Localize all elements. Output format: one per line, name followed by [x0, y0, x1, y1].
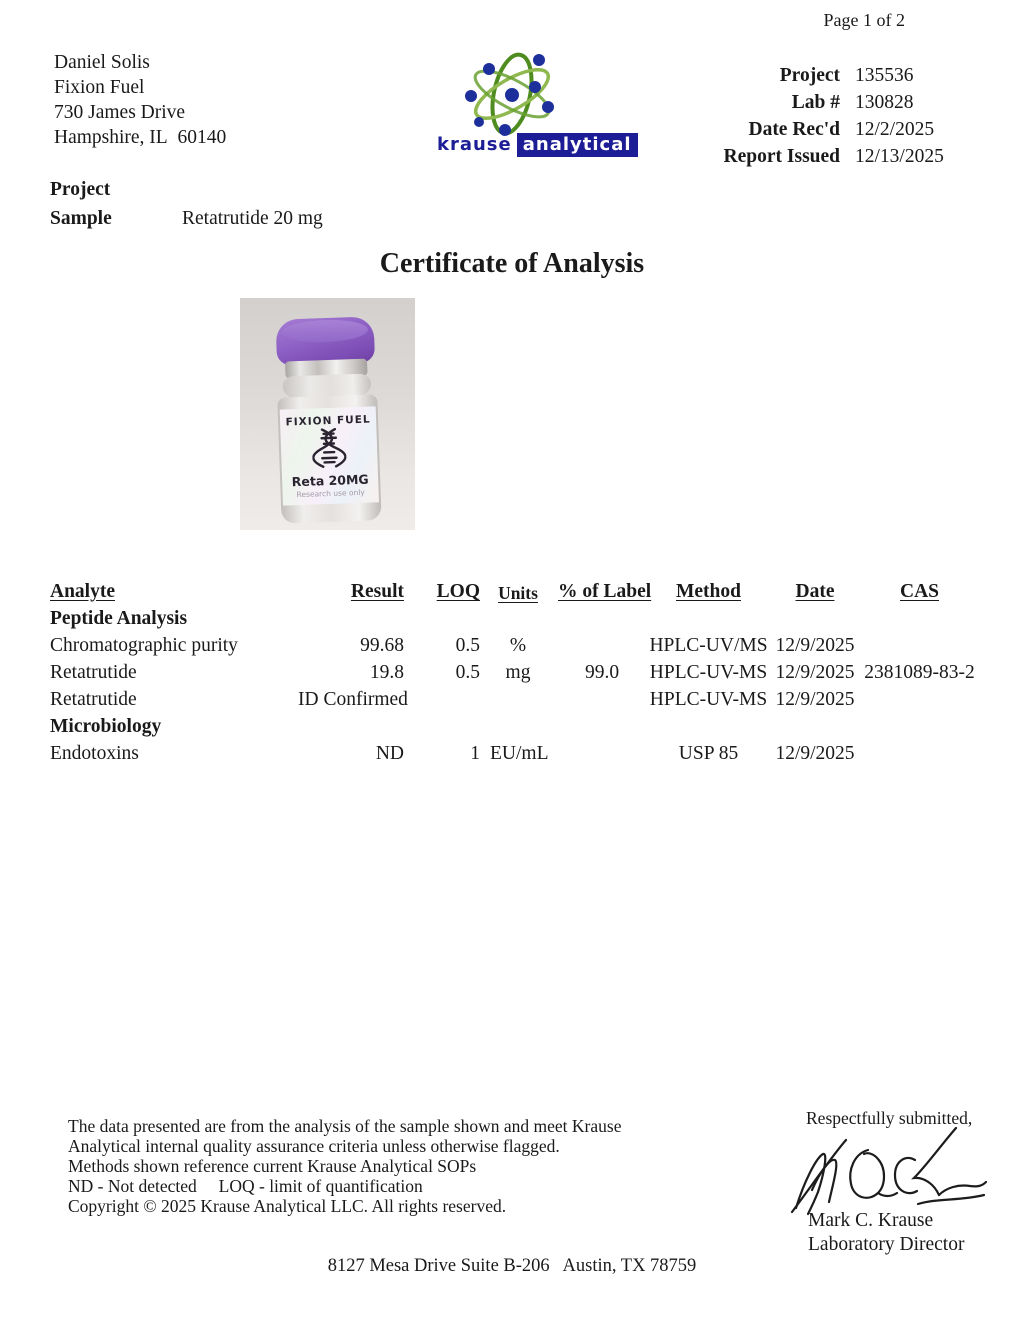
table-cell: ND [375, 743, 404, 764]
sample-label: Sample [50, 208, 112, 229]
table-header-label: Result [350, 581, 404, 602]
table-header-cell [50, 581, 298, 608]
table-cell: 19.8 [369, 662, 404, 683]
table-cell: HPLC-UV-MS [649, 662, 768, 683]
table-cell: 12/9/2025 [775, 662, 855, 683]
signer-name: Mark C. Krause [808, 1210, 934, 1231]
vial-body [277, 394, 381, 523]
dna-helix-icon [311, 427, 346, 468]
signature-image [788, 1124, 988, 1216]
logo-text-krause: krause [437, 134, 512, 155]
vial-brand-text: FIXION FUEL [285, 413, 371, 429]
table-cell: 99.68 [360, 635, 404, 656]
disclaimer-line: Copyright © 2025 Krause Analytical LLC. All rights reserved. [68, 1196, 507, 1216]
recipient-address-block [54, 50, 226, 150]
table-header-cell [298, 581, 404, 608]
table-cell: USP 85 [678, 743, 739, 764]
recipient-name: Daniel Solis [54, 52, 150, 73]
table-cell: 12/9/2025 [775, 689, 855, 710]
page-number: Page 1 of 2 [823, 10, 905, 30]
table-cell [859, 635, 980, 662]
report-info-label: Lab # [791, 92, 840, 113]
respectfully-submitted-text: Respectfully submitted, [806, 1108, 973, 1128]
table-cell: Retatrutide [50, 662, 137, 683]
project-label: Project [50, 179, 111, 200]
recipient-city: Hampshire, IL 60140 [54, 127, 227, 148]
page-title: Certificate of Analysis [379, 248, 645, 279]
report-info-value: 12/2/2025 [855, 119, 935, 140]
atom-logo-icon [449, 50, 575, 138]
recipient-street: 730 James Drive [54, 102, 186, 123]
report-info-label: Date Rec'd [748, 119, 840, 140]
disclaimer-block [68, 1116, 668, 1216]
table-cell [546, 689, 646, 716]
sample-vial-photo [240, 298, 415, 530]
table-cell: 2381089-83-2 [864, 662, 975, 683]
disclaimer-line: Analytical internal quality assurance criteria unless otherwise flagged. [68, 1136, 560, 1156]
recipient-company: Fixion Fuel [54, 77, 145, 98]
logo-text-analytical: analytical [517, 133, 638, 157]
table-cell: Chromatographic purity [50, 635, 238, 656]
table-header-label: Method [676, 581, 741, 602]
table-header-label: Units [498, 583, 538, 603]
report-info-value: 130828 [855, 92, 914, 113]
table-header-cell [646, 581, 771, 608]
table-cell: HPLC-UV-MS [649, 689, 768, 710]
lab-address: 8127 Mesa Drive Suite B-206 Austin, TX 78759 [327, 1256, 697, 1276]
table-section-title: Peptide Analysis [50, 608, 188, 629]
table-header-label: Analyte [50, 581, 115, 602]
table-cell: 12/9/2025 [775, 635, 855, 656]
table-header-label: % of Label [558, 581, 652, 602]
report-info-label: Report Issued [723, 146, 840, 167]
vial [272, 310, 383, 526]
table-header-cell [771, 581, 859, 608]
table-header-cell [859, 581, 980, 608]
sample-value: Retatrutide 20 mg [182, 208, 323, 229]
table-header-cell [480, 581, 546, 608]
table-cell [859, 689, 980, 716]
table-cell [859, 743, 980, 770]
table-cell: mg [505, 662, 531, 683]
table-cell [404, 689, 480, 716]
table-header-label: CAS [899, 581, 939, 602]
vial-product-text: Reta 20MG [291, 471, 369, 490]
table-cell: 12/9/2025 [775, 743, 855, 764]
table-header-label: Date [795, 581, 835, 602]
report-info-value: 135536 [855, 65, 914, 86]
table-cell: 1 [470, 743, 480, 764]
table-cell: Endotoxins [50, 743, 139, 764]
disclaimer-line: The data presented are from the analysis of the sample shown and meet Krause [68, 1116, 622, 1136]
table-header-label: LOQ [436, 581, 480, 602]
report-info-value: 12/13/2025 [855, 146, 944, 167]
vial-note-text: Research use only [296, 487, 365, 500]
report-info-label: Project [779, 65, 840, 86]
table-cell: 99.0 [584, 662, 620, 683]
table-cell: 0.5 [455, 662, 480, 683]
table-cell: % [509, 635, 527, 656]
logo-wordmark [437, 134, 632, 155]
table-cell: 0.5 [455, 635, 480, 656]
report-info-block [724, 62, 942, 170]
table-header-cell [546, 581, 652, 608]
results-table [50, 581, 980, 770]
table-section-title: Microbiology [50, 716, 162, 737]
table-cell: EU/mL [490, 743, 549, 764]
table-cell [546, 743, 646, 770]
table-cell: ID Confirmed [298, 689, 408, 710]
table-cell [480, 689, 546, 716]
signer-title: Laboratory Director [808, 1234, 965, 1255]
disclaimer-line: Methods shown reference current Krause Analytical SOPs [68, 1156, 477, 1176]
krause-analytical-logo [437, 50, 632, 155]
table-header-cell [404, 581, 480, 608]
vial-label [280, 406, 379, 505]
table-cell: Retatrutide [50, 689, 137, 710]
table-cell: HPLC-UV/MS [649, 635, 768, 656]
table-cell [546, 635, 646, 662]
disclaimer-line: ND - Not detected LOQ - limit of quantification [68, 1176, 423, 1196]
